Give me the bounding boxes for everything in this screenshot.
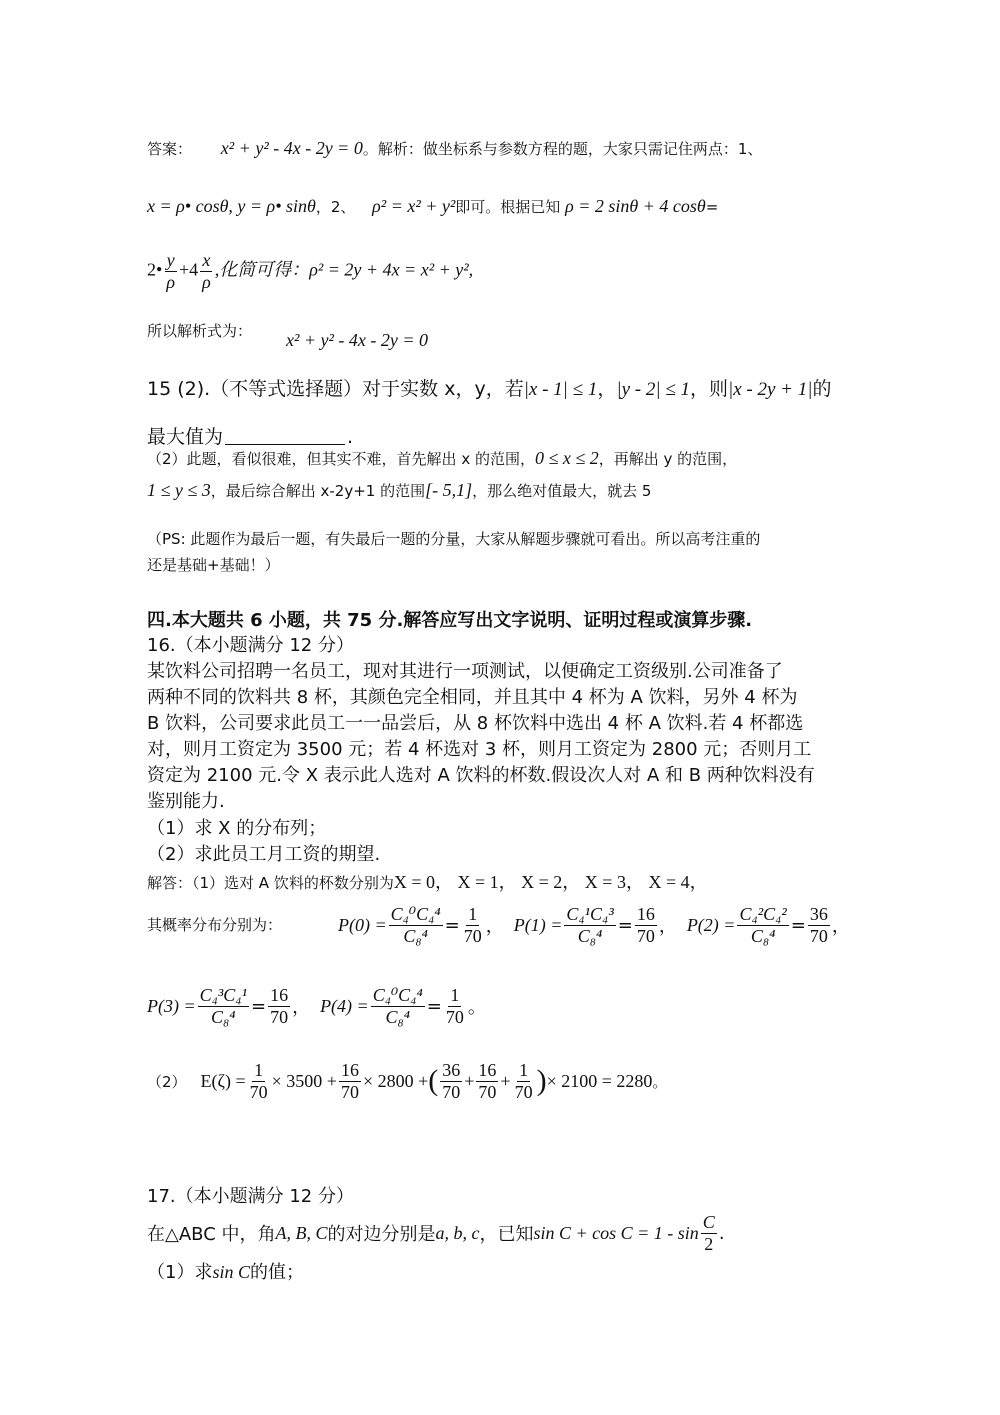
problem-16-body-2: 两种不同的饮料共 8 杯，其颜色完全相同，并且其中 4 杯为 A 饮料，另外 4 杯为: [147, 687, 798, 708]
formula-line-1: x = ρ• cosθ, y = ρ• sinθ，2、 ρ² = x² + y²即可。根据已知 ρ = 2 sinθ + 4 cosθ=: [147, 196, 719, 216]
x-values: X = 0， X = 1， X = 2， X = 3， X = 4，: [393, 872, 708, 892]
result-label: 所以解析式为：: [147, 322, 253, 340]
prob-label: 其概率分布分别为：: [147, 916, 283, 934]
fraction-x-over-rho: $\frac{x}{\rho}$: [202, 250, 211, 292]
given-polar-equation: ρ = 2 sinθ + 4 cosθ: [565, 196, 706, 216]
problem-15-solution-line-1: （2）此题，看似很难，但其实不难，首先解出 x 的范围，0 ≤ x ≤ 2，再解出 y 的范围，: [147, 448, 738, 468]
given-condition: sin C + cos C = 1 - sin: [533, 1222, 699, 1243]
p2-label: P(2) =: [686, 914, 736, 935]
problem-15-question: 15 (2).（不等式选择题）对于实数 x，y，若|x - 1| ≤ 1，|y - 2| ≤ 1，则|x - 2y + 1|的: [147, 378, 832, 400]
p3-label: P(3) =: [147, 995, 196, 1016]
sides-abc: a, b, c: [435, 1222, 480, 1243]
problem-16-body-5: 资定为 2100 元.令 X 表示此人选对 A 饮料的杯数.假设次人对 A 和 B 两种饮料没有: [147, 765, 815, 786]
p4-label: P(4) =: [320, 995, 369, 1016]
problem-17-title: 17.（本小题满分 12 分）: [147, 1186, 354, 1207]
probability-row-2: P(3) = $\frac{\text{C₄³C₄¹}}{\text{C₈⁴}}$ = $\frac{16}{70}$ ， P(4) = $\frac{\text{C₄⁰C₄⁴}}{\text{C₈⁴}}$ = $\frac{1}{70}$ 。: [147, 985, 486, 1027]
condition-x: |x - 1| ≤ 1: [523, 379, 598, 400]
fraction-y-over-rho: $\frac{y}{\rho}$: [166, 250, 175, 292]
max-value-line: 最大值为 .: [147, 426, 354, 448]
x-range: 0 ≤ x ≤ 2: [534, 448, 599, 468]
problem-16-body-4: 对，则月工资定为 3500 元；若 4 杯选对 3 杯，则月工资定为 2800 元；否则月工: [147, 739, 812, 760]
answer-line: [147, 138, 762, 159]
y-range: 1 ≤ y ≤ 3: [147, 480, 211, 500]
expression-range: [- 5,1]: [425, 480, 473, 500]
problem-17-statement: 在△ABC 中，角 A, B, C 的对边分别是 a, b, c ，已知 sin C + cos C = 1 - sin C 2 .: [147, 1212, 725, 1254]
problem-16-body-1: 某饮料公司招聘一名员工，现对其进行一项测试，以便确定工资级别.公司准备了: [147, 661, 783, 682]
answer-blank: [225, 444, 345, 445]
problem-16-q2: （2）求此员工月工资的期望.: [147, 844, 381, 865]
problem-16-q1: （1）求 X 的分布列；: [147, 818, 327, 839]
probability-row-1: P(0) = $\frac{\text{C₄⁰C₄⁴}}{\text{C₈⁴}}$ = $\frac{1}{70}$ ， P(1) = $\frac{\text{C₄¹C₄³}}{\text{C₈⁴}}$ = $\frac{16}{70}$ ， P(2) = $\frac{\text{C₄²C₄²}}{\text{C₈⁴}}$ = $\frac{36}{70}$ ，: [338, 904, 850, 946]
problem-16-title: 16.（本小题满分 12 分）: [147, 635, 354, 656]
problem-16-body-6: 鉴别能力.: [147, 791, 225, 812]
target-expression: |x - 2y + 1|: [728, 379, 813, 400]
answer-equation: x² + y² - 4x - 2y = 0: [220, 138, 363, 158]
result-equation: x² + y² - 4x - 2y = 0: [286, 330, 429, 350]
condition-y: |y - 2| ≤ 1: [616, 379, 690, 400]
ps-note-line-1: （PS: 此题作为最后一题，有失最后一题的分量，大家从解题步骤就可看出。所以高考注重的: [147, 530, 761, 548]
problem-16-answer-line: 解答：（1）选对 A 饮料的杯数分别为X = 0， X = 1， X = 2， X = 3， X = 4，: [147, 872, 708, 892]
answer-label: 答案：: [147, 140, 193, 158]
expectation-label: E(ζ) =: [200, 1070, 246, 1091]
p1-label: P(1) =: [513, 914, 563, 935]
p0-label: P(0) =: [338, 914, 387, 935]
analysis-text: 。解析：做坐标系与参数方程的题，大家只需记住两点：1、: [362, 140, 763, 158]
problem-16-body-3: B 饮料，公司要求此员工一一品尝后，从 8 杯饮料中选出 4 杯 A 饮料.若 4 杯都选: [147, 713, 804, 734]
problem-17-q1: （1）求sin C的值；: [147, 1262, 304, 1283]
expectation-line: （2） E(ζ) = $\frac{1}{70}$ × 3500 + $\frac{16}{70}$ × 2800 + ( 36 70 + $\frac{16}{70}$ + $\frac{1}{70}$ ) × 2100 = 2280 。: [147, 1060, 668, 1102]
rho-squared-formula: ρ² = x² + y²: [372, 196, 456, 216]
section-4-heading: 四.本大题共 6 小题，共 75 分.解答应写出文字说明、证明过程或演算步骤.: [147, 610, 753, 631]
angles-abc: A, B, C: [275, 1222, 328, 1243]
simplification-line: 2• $\frac{y}{\rho}$ +4 $\frac{x}{\rho}$ ,化简可得：ρ² = 2y + 4x = x² + y²,: [147, 250, 474, 292]
problem-15-solution-line-2: 1 ≤ y ≤ 3，最后综合解出 x-2y+1 的范围[- 5,1]，那么绝对值最大，就去 5: [147, 480, 652, 500]
polar-conversion-formula: x = ρ• cosθ, y = ρ• sinθ: [147, 196, 316, 216]
ps-note-line-2: 还是基础+基础！）: [147, 556, 280, 574]
